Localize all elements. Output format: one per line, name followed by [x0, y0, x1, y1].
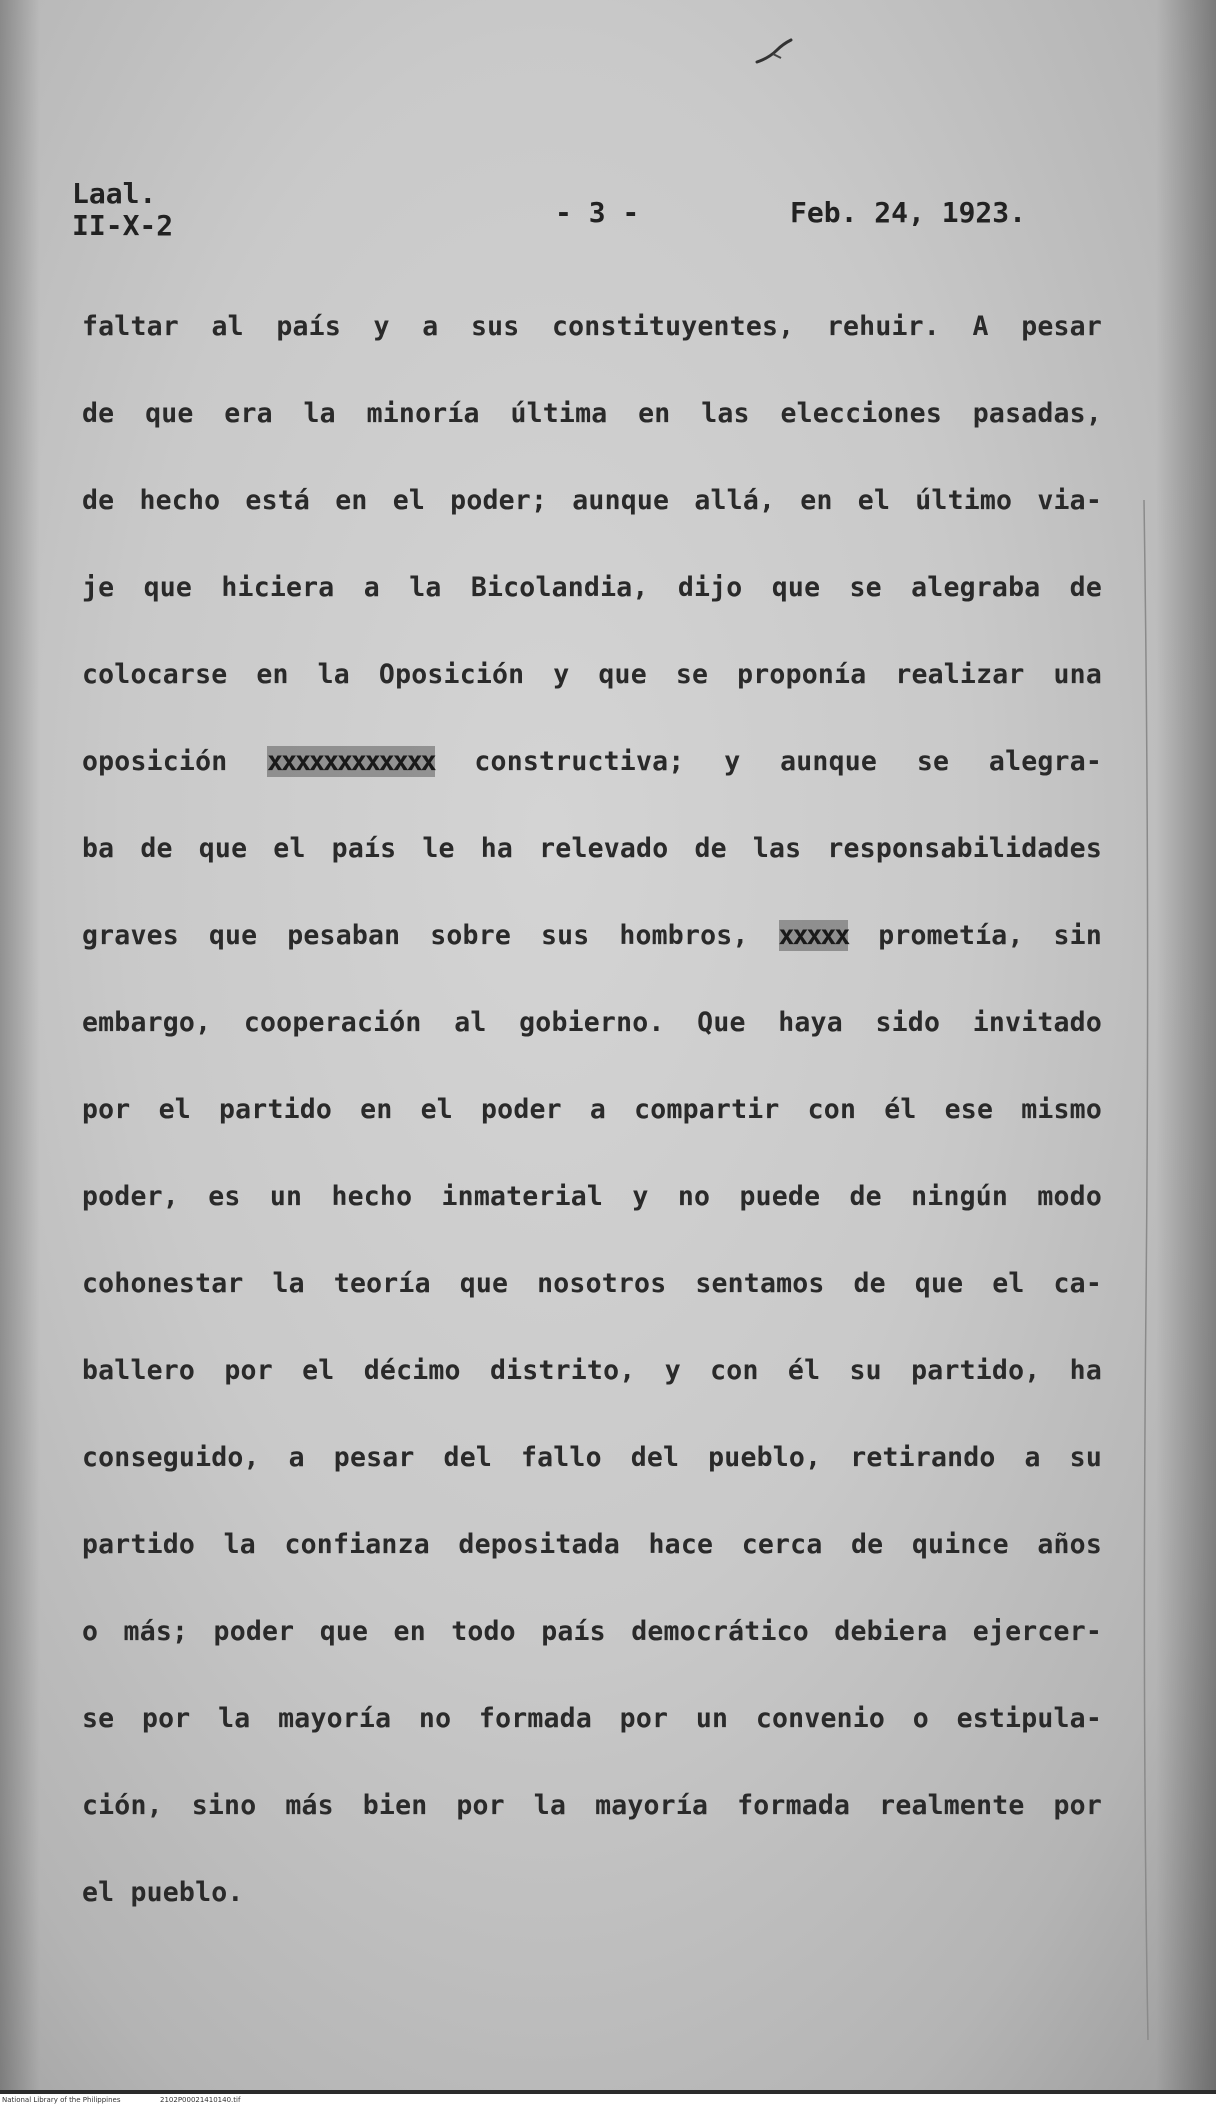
line-text: colocarse en la Oposición y que se proponía realizar una [82, 659, 1102, 690]
line-text-before: graves que pesaban sobre sus hombros, [82, 920, 779, 951]
line-text: ballero por el décimo distrito, y con él su partido, ha [82, 1355, 1102, 1386]
text-line [82, 302, 1102, 389]
text-line [82, 911, 1102, 998]
text-line [82, 389, 1102, 476]
text-line [82, 1259, 1102, 1346]
page-number: - 3 - [555, 196, 640, 229]
text-line [82, 1433, 1102, 1520]
footer-source: National Library of the Philippines [2, 2096, 121, 2104]
margin-line-icon [1140, 500, 1154, 2040]
line-text: je que hiciera a la Bicolandia, dijo que se alegraba de [82, 572, 1102, 603]
scan-footer [0, 2094, 1216, 2108]
line-text: partido la confianza depositada hace cerca de quince años [82, 1529, 1102, 1560]
reference-line-2: II-X-2 [72, 209, 174, 242]
pencil-mark-icon [755, 38, 795, 66]
text-line [82, 824, 1102, 911]
text-line [82, 998, 1102, 1085]
text-line [82, 1868, 1102, 1955]
line-text: ba de que el país le ha relevado de las responsabilidades [82, 833, 1102, 864]
text-line [82, 1520, 1102, 1607]
text-line [82, 1172, 1102, 1259]
text-line [82, 1346, 1102, 1433]
reference-code [72, 178, 173, 242]
letter-header [0, 178, 1216, 258]
line-text: o más; poder que en todo país democrático debiera ejercer- [82, 1616, 1102, 1647]
line-text: se por la mayoría no formada por un convenio o estipula- [82, 1703, 1102, 1734]
text-line [82, 1085, 1102, 1172]
line-text: embargo, cooperación al gobierno. Que haya sido invitado [82, 1007, 1102, 1038]
text-line [82, 563, 1102, 650]
line-text: el pueblo. [82, 1877, 244, 1908]
body-text [82, 302, 1102, 1955]
struck-out-text: xxxxxxxxxxxx [267, 746, 435, 777]
reference-line-1: Laal. [72, 177, 157, 210]
text-line [82, 1781, 1102, 1868]
line-text: por el partido en el poder a compartir con él ese mismo [82, 1094, 1102, 1125]
text-line [82, 476, 1102, 563]
line-text: faltar al país y a sus constituyentes, rehuir. A pesar [82, 311, 1102, 342]
line-text: de que era la minoría última en las elecciones pasadas, [82, 398, 1102, 429]
line-text-before: oposición [82, 746, 268, 777]
text-line [82, 1694, 1102, 1781]
text-line [82, 737, 1102, 824]
line-text: ción, sino más bien por la mayoría formada realmente por [82, 1790, 1102, 1821]
line-text: cohonestar la teoría que nosotros sentamos de que el ca- [82, 1268, 1102, 1299]
line-text: de hecho está en el poder; aunque allá, en el último via- [82, 485, 1102, 516]
page-shadow-right [1156, 0, 1216, 2090]
footer-file-id: 2102P00021410140.tif [160, 2096, 241, 2104]
line-text: poder, es un hecho inmaterial y no puede de ningún modo [82, 1181, 1102, 1212]
text-line [82, 650, 1102, 737]
document-date: Feb. 24, 1923. [790, 196, 1027, 229]
line-text: conseguido, a pesar del fallo del pueblo, retirando a su [82, 1442, 1102, 1473]
struck-out-text: xxxxx [778, 920, 849, 951]
text-line [82, 1607, 1102, 1694]
line-text-after: prometía, sin [848, 920, 1102, 951]
page-shadow-left [0, 0, 40, 2090]
line-text-after: constructiva; y aunque se alegra- [434, 746, 1102, 777]
